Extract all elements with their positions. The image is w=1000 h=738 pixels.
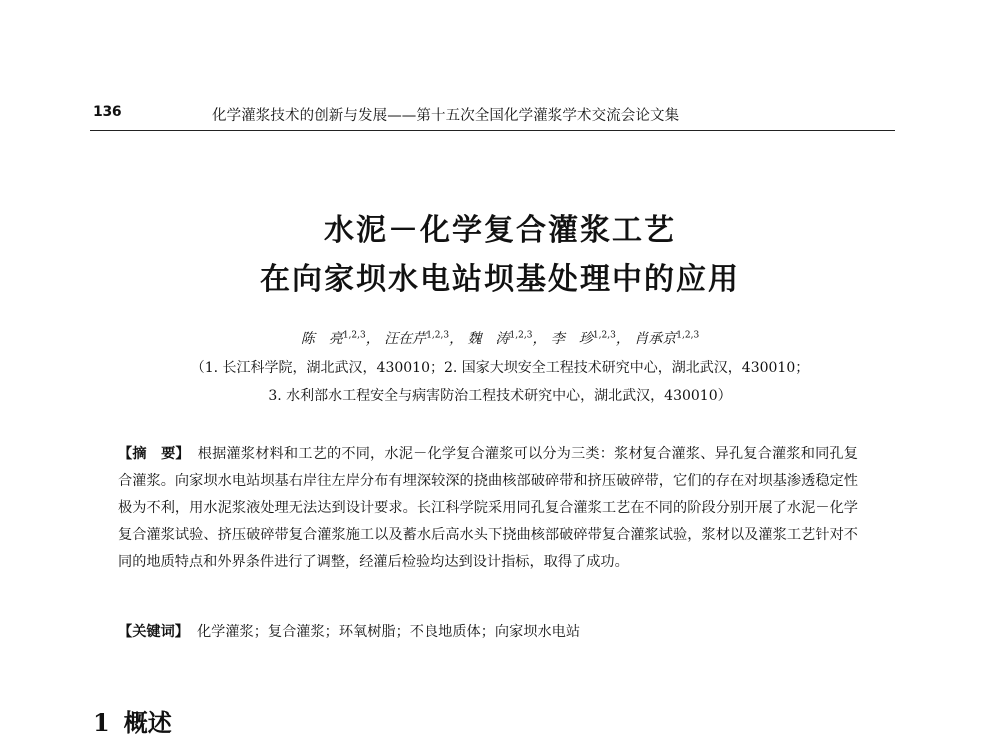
author-separator: ， (449, 331, 464, 347)
abstract-label: 【摘 要】 (118, 446, 190, 462)
author-separator: ， (532, 331, 547, 347)
author: 肖承京$^{1,2,3}$ (634, 330, 700, 347)
page-number: 136 (93, 104, 122, 120)
header-rule (90, 130, 895, 131)
author-list (0, 328, 1000, 348)
article-title-line-2: 在向家坝水电站坝基处理中的应用 (260, 262, 740, 297)
running-header: 化学灌浆技术的创新与发展——第十五次全国化学灌浆学术交流会论文集 (212, 108, 680, 124)
section-number: 1 (93, 708, 110, 737)
author: 魏 涛$^{1,2,3}$ (467, 330, 533, 347)
affiliation-line-1: （1. 长江科学院，湖北武汉，430010；2. 国家大坝安全工程技术研究中心，湖北武汉，430010； (190, 360, 810, 376)
author: 汪在芹$^{1,2,3}$ (384, 330, 450, 347)
abstract-text: 根据灌浆材料和工艺的不同，水泥－化学复合灌浆可以分为三类：浆材复合灌浆、异孔复合灌浆和同孔复合灌浆。向家坝水电站坝基右岸往左岸分布有埋深较深的挠曲核部破碎带和挤压破碎带，它们的存在对坝基渗透稳定性极为不利，用水泥浆液处理无法达到设计要求。长江科学院采用同孔复合灌浆工艺在不同的阶段分别开展了水泥－化学复合灌浆试验、挤压破碎带复合灌浆施工以及蓄水后高水头下挠曲核部破碎带复合灌浆试验，浆材以及灌浆工艺针对不同的地质特点和外界条件进行了调整，经灌后检验均达到设计指标，取得了成功。 (118, 446, 858, 570)
author: 李 珍$^{1,2,3}$ (550, 330, 616, 347)
keywords-label: 【关键词】 (118, 624, 189, 640)
article-title-line-1: 水泥－化学复合灌浆工艺 (324, 213, 676, 248)
section-heading (93, 703, 172, 738)
author-separator: ， (365, 331, 380, 347)
keywords-text: 化学灌浆；复合灌浆；环氧树脂；不良地质体；向家坝水电站 (196, 624, 581, 640)
section-title: 概述 (123, 708, 172, 737)
abstract (118, 441, 858, 576)
keywords (118, 621, 858, 641)
affiliation-line-2: 3. 水利部水工程安全与病害防治工程技术研究中心，湖北武汉，430010） (268, 388, 732, 404)
author: 陈 亮$^{1,2,3}$ (300, 330, 366, 347)
author-separator: ， (615, 331, 630, 347)
